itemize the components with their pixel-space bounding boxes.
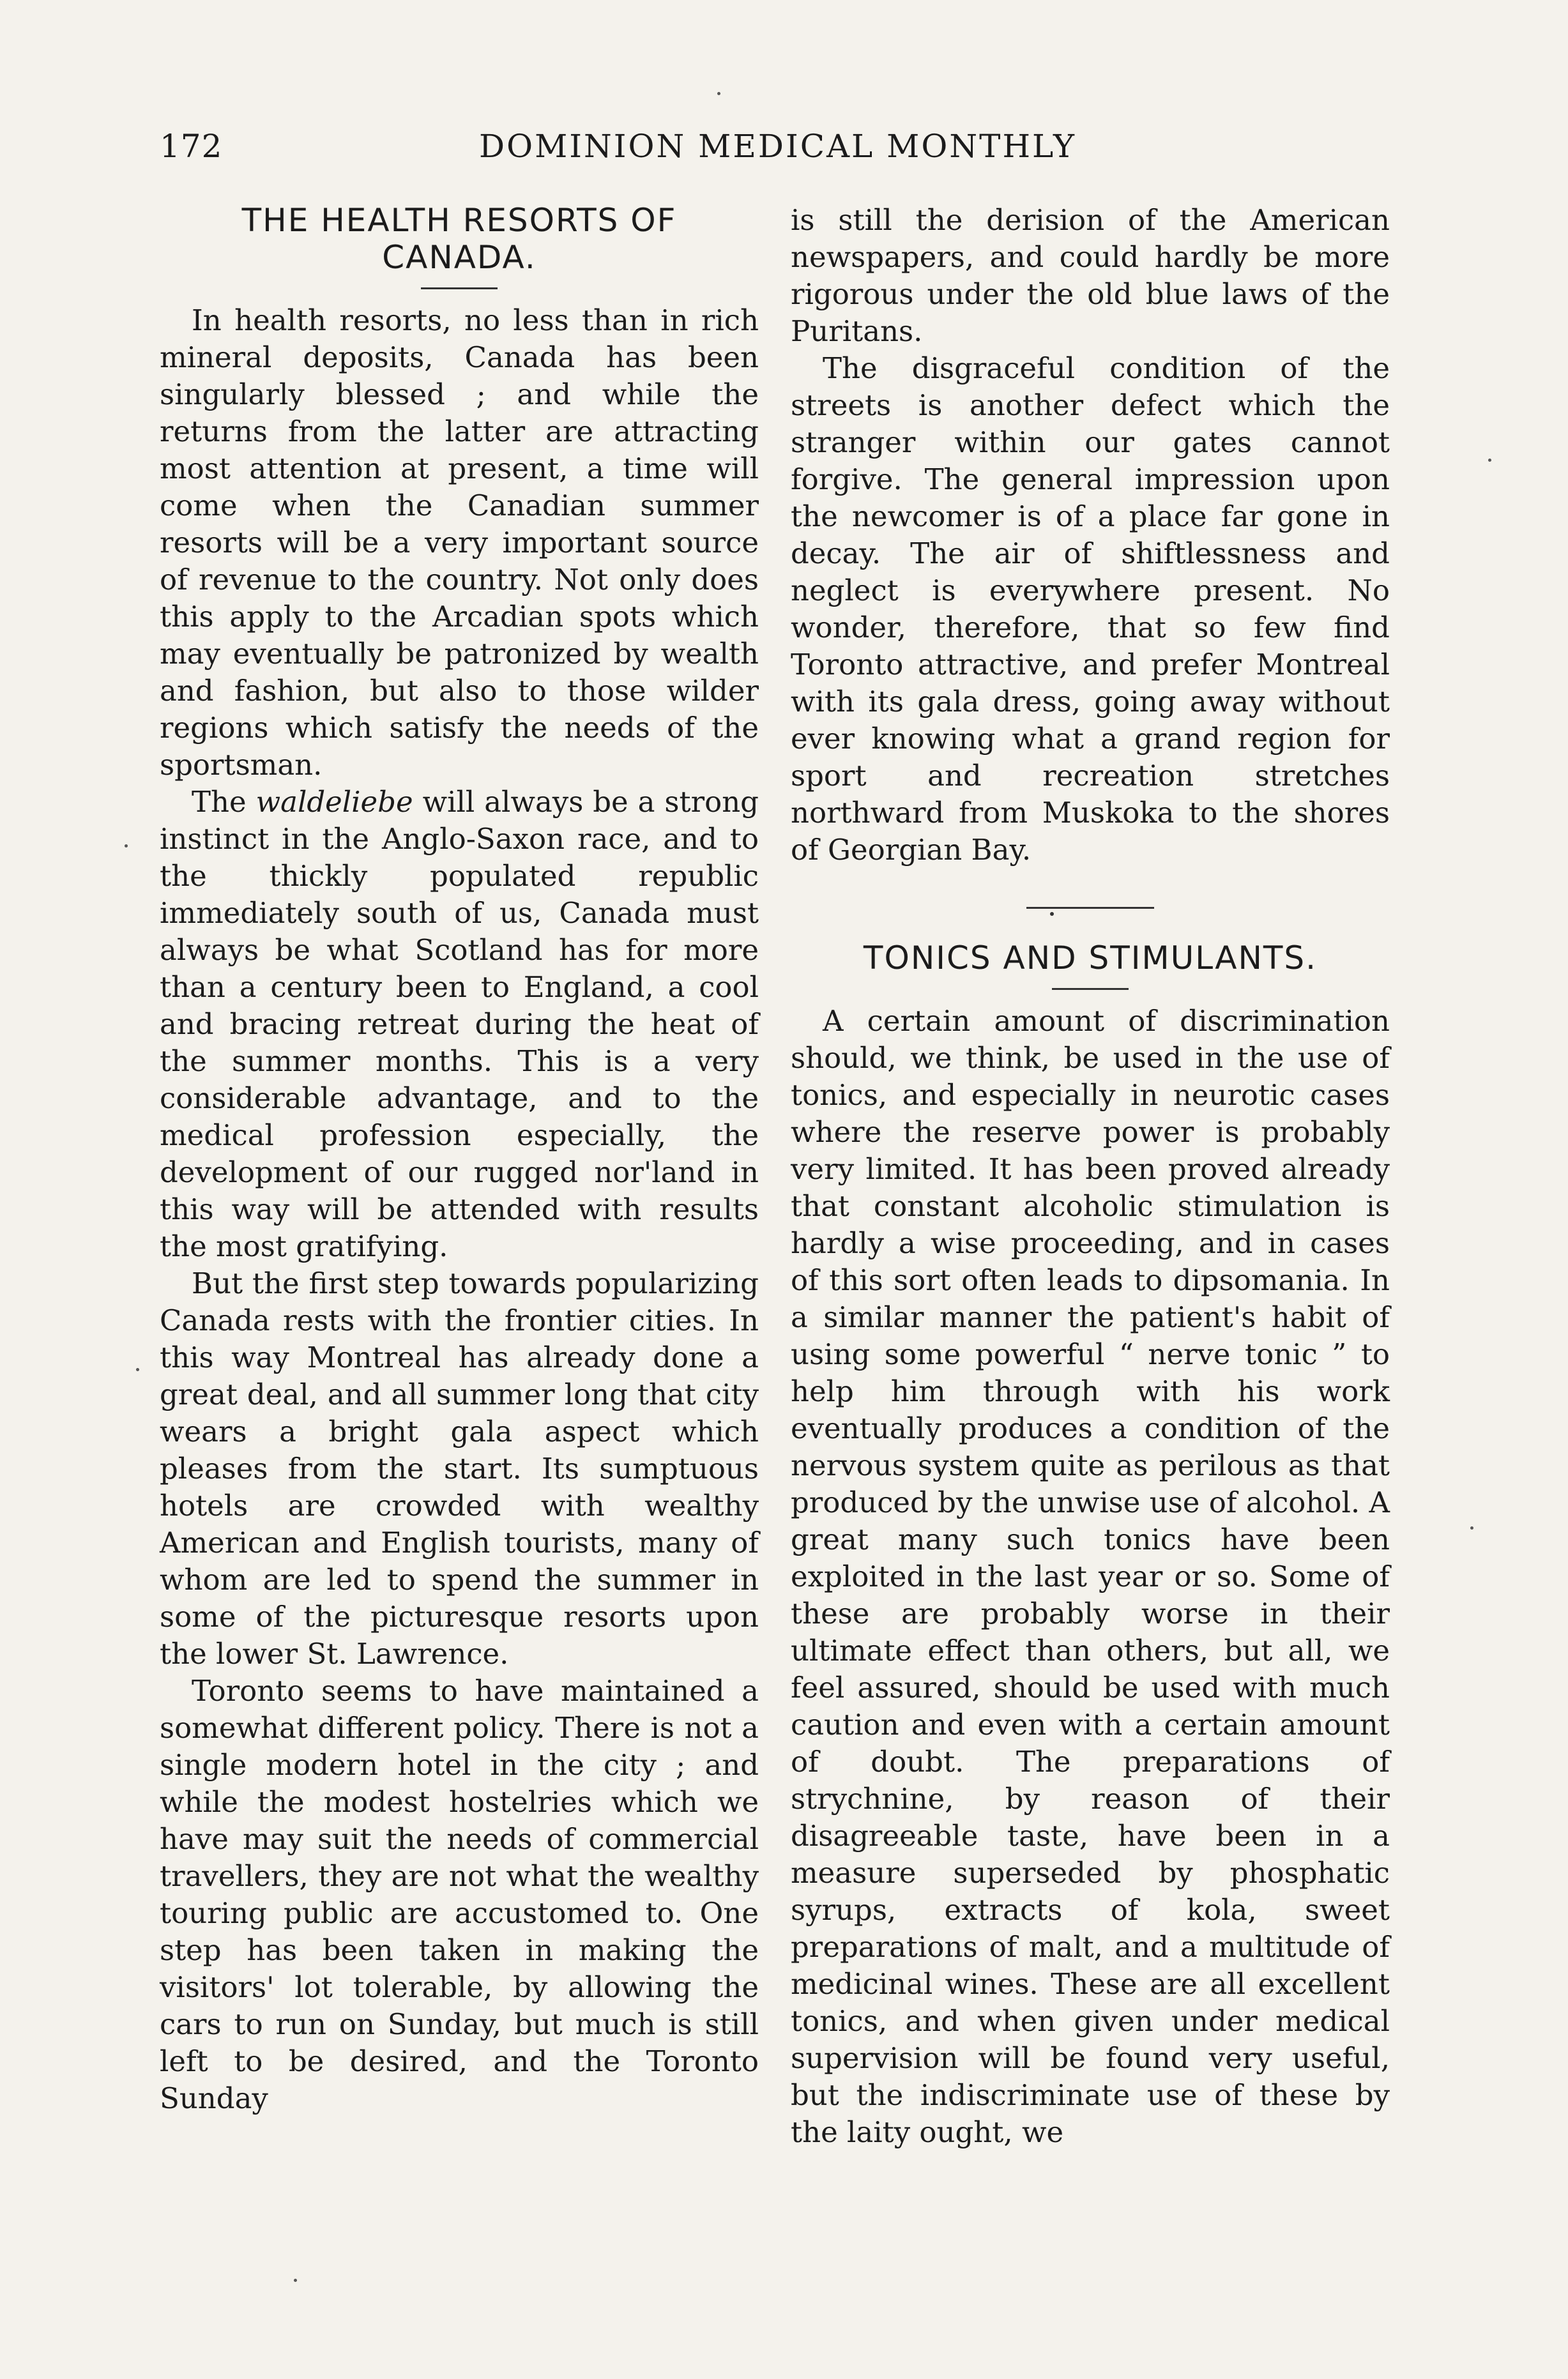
right-column — [791, 202, 1390, 2151]
page-header — [160, 128, 1405, 172]
foreign-term: waldeliebe — [255, 785, 413, 819]
article-paragraph: A certain amount of discrimination should, we think, be used in the use of tonics, and especially in neurotic cases where the reserve power is probably very limited. It has been proved already that constant alcoholic stimulation is hardly a wise proceeding, and in cases of this sort often leads to dipsomania. In a similar manner the patient's habit of using some powerful “ nerve tonic ” to help him through with his work eventually produces a condition of the nervous system quite as perilous as that produced by the unwise use of alcohol. A great many such tonics have been exploited in the last year or so. Some of these are probably worse in their ultimate effect than others, but all, we feel assured, should be used with much caution and even with a certain amount of doubt. The preparations of strychnine, by reason of their disagreeable taste, have been in a measure superseded by phosphatic syrups, extracts of kola, sweet preparations of malt, and a multitude of medicinal wines. These are all excellent tonics, and when given under medical supervision will be found very useful, but the indiscriminate use of these by the laity ought, we — [791, 1004, 1390, 2149]
article-paragraph: In health resorts, no less than in rich mineral deposits, Canada has been singularly blessed ; and while the returns from the latter are attracting most attention at present, a time will come when the Canadian summer resorts will be a very important source of revenue to the country. Not only does this apply to the Arcadian spots which may eventually be patronized by wealth and fashion, but also to those wilder regions which satisfy the needs of the sportsman. — [160, 303, 759, 782]
separator-dot — [1050, 912, 1054, 916]
print-speck — [125, 844, 128, 847]
article-paragraph: But the first step towards popularizing Canada rests with the frontier cities. In this way Montreal has already done a great deal, and all summer long that city wears a bright gala aspect which pleases from the start. Its sumptuous hotels are crowded with wealthy American and English tourists, many of whom are led to spend the summer in some of the picturesque resorts upon the lower St. Lawrence. — [160, 1266, 759, 1671]
print-speck — [1470, 1526, 1473, 1530]
article-title-tonics: TONICS AND STIMULANTS. — [863, 939, 1318, 977]
print-speck — [717, 92, 720, 95]
article-paragraph: Toronto seems to have maintained a somewhat different policy. There is not a single modern hotel in the city ; and while the modest hostelries which we have may suit the needs of commercial travellers, they are not what the wealthy touring public are accustomed to. One step has been taken in making the visitors' lot tolerable, by allowing the cars to run on Sunday, but much is still left to be desired, and the Toronto Sunday — [160, 1674, 759, 2115]
article-paragraph-waldeliebe — [160, 784, 759, 1265]
para-continuation: race, and to the thickly populated republic immediately south of us, Canada must always be what Scotland has for more than a century been to England, a cool and bracing retreat during the heat of the summer months. This is a very considerable advantage, and to the medical profession especially, the development of our rugged nor'land in this way will be attended with results the most gratifying. — [160, 822, 759, 1263]
para-tail: will always be a strong instinct in the Anglo-Saxon — [160, 785, 759, 856]
para-lead: The — [192, 785, 247, 819]
print-speck — [1488, 459, 1491, 462]
section-separator — [1026, 907, 1154, 909]
article-paragraph: The disgraceful condition of the streets is another defect which the stranger within our gates cannot forgive. The general impression upon the newcomer is of a place far gone in decay. The air of shiftlessness and neglect is everywhere present. No wonder, therefore, that so few find Toronto attractive, and prefer Montreal with its gala dress, going away without ever knowing what a grand region for sport and recreation stretches northward from Muskoka to the shores of Georgian Bay. — [791, 351, 1390, 867]
left-column — [160, 202, 759, 2117]
page-number: 172 — [160, 128, 223, 165]
article-paragraph-continued: is still the derision of the American newspapers, and could hardly be more rigorous under the old blue laws of the Puritans. — [791, 203, 1390, 348]
print-speck — [136, 1368, 139, 1371]
running-title: DOMINION MEDICAL MONTHLY — [479, 128, 1077, 165]
title-rule — [1052, 988, 1129, 990]
print-speck — [294, 2279, 297, 2282]
title-rule — [421, 287, 498, 289]
article-title-health-resorts: THE HEALTH RESORTS OF CANADA. — [241, 202, 677, 276]
